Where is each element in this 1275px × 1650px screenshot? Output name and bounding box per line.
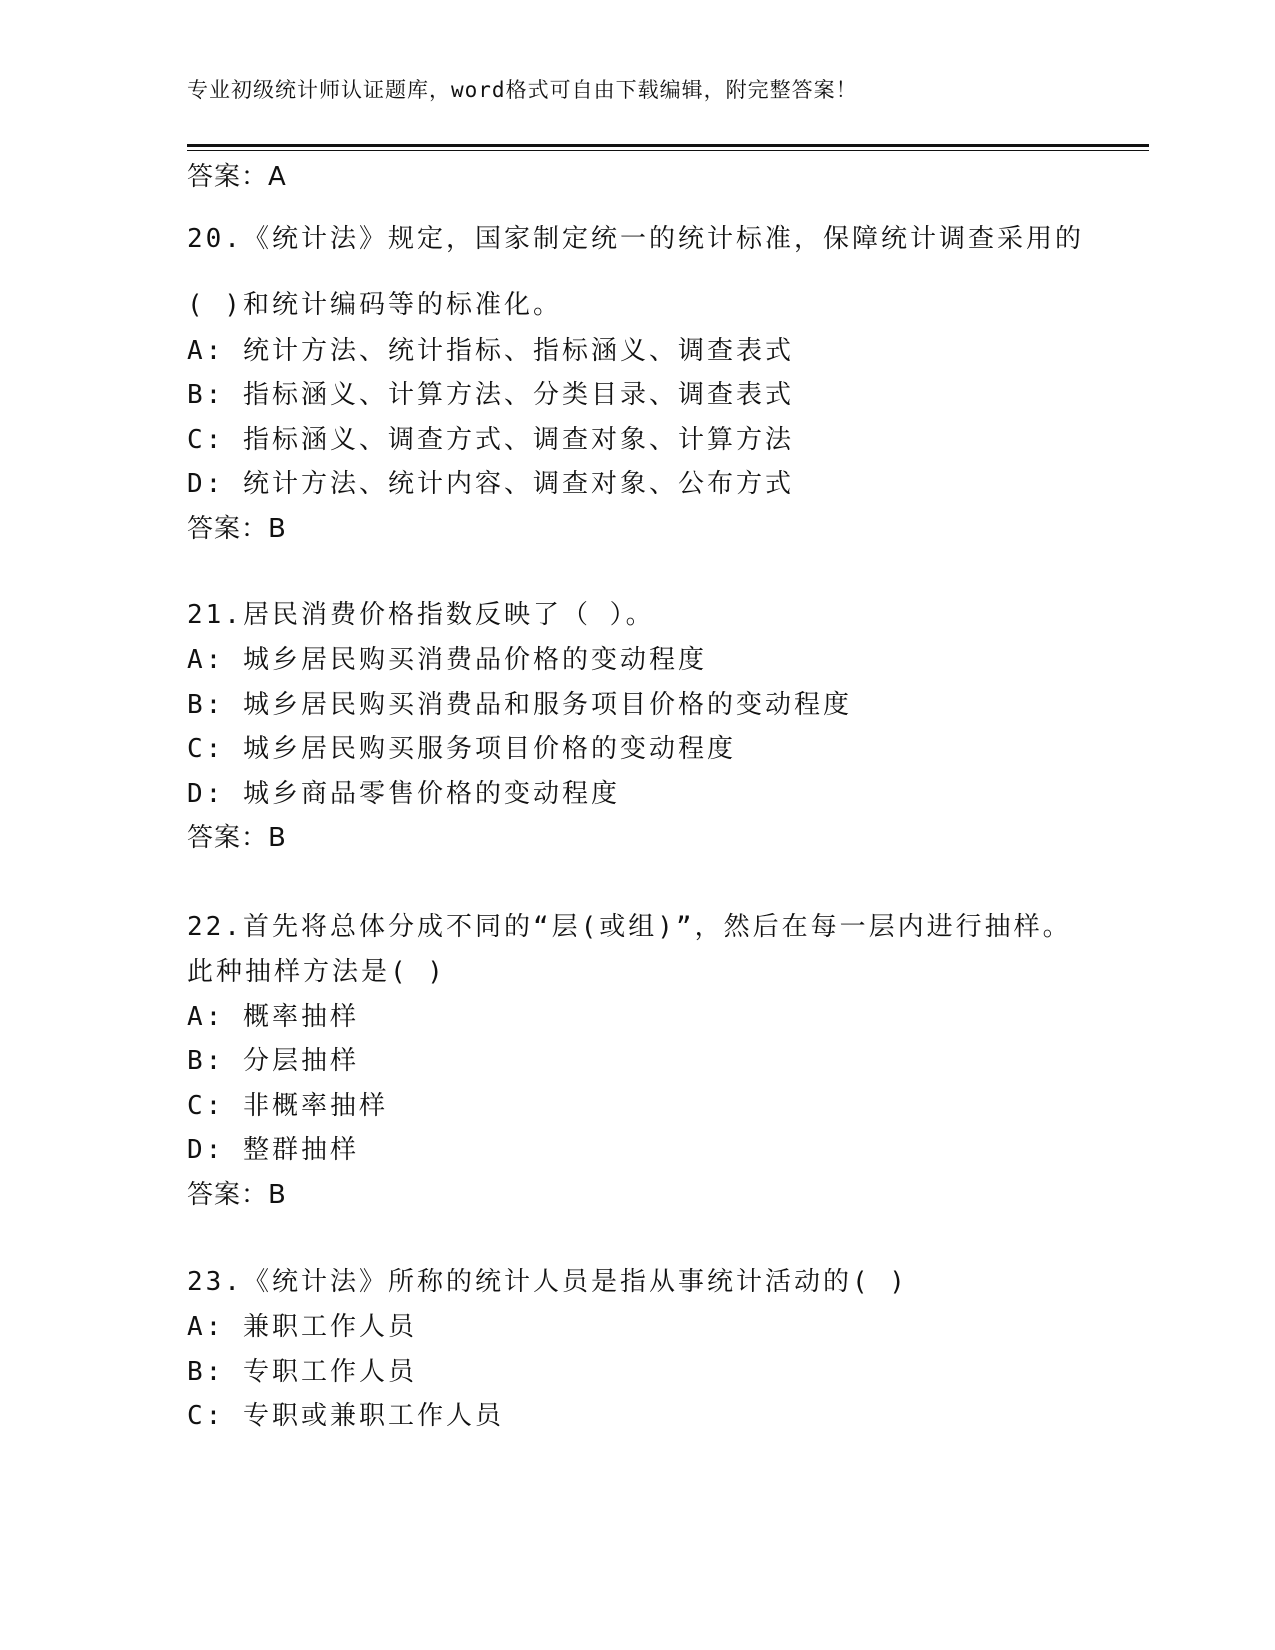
question-20-stem-line-2: ( )和统计编码等的标准化。 [187,290,562,320]
question-21-answer: 答案：B [187,823,287,853]
question-20-option-a: A: 统计方法、统计指标、指标涵义、调查表式 [187,336,794,366]
question-23-option-b: B: 专职工作人员 [187,1357,417,1387]
question-20-option-b: B: 指标涵义、计算方法、分类目录、调查表式 [187,380,794,410]
question-20-answer: 答案：B [187,514,287,544]
question-22-stem-line-2: 此种抽样方法是( ) [187,957,446,987]
question-22-option-d: D: 整群抽样 [187,1135,359,1165]
question-20-option-c: C: 指标涵义、调查方式、调查对象、计算方法 [187,425,794,455]
question-23-option-a: A: 兼职工作人员 [187,1312,417,1342]
header-rule-thin [187,150,1149,151]
question-21-stem-line-1: 21.居民消费价格指数反映了（ ）。 [187,600,655,630]
question-22-option-a: A: 概率抽样 [187,1002,359,1032]
question-21-option-c: C: 城乡居民购买服务项目价格的变动程度 [187,734,736,764]
answer-previous: 答案：A [187,162,287,192]
question-21-option-a: A: 城乡居民购买消费品价格的变动程度 [187,645,707,675]
question-21-option-b: B: 城乡居民购买消费品和服务项目价格的变动程度 [187,690,852,720]
question-23-stem-line-1: 23.《统计法》所称的统计人员是指从事统计活动的( ) [187,1267,908,1297]
question-20-stem-line-1: 20.《统计法》规定，国家制定统一的统计标准，保障统计调查采用的 [187,224,1084,254]
question-22-stem-line-1: 22.首先将总体分成不同的“层(或组)”，然后在每一层内进行抽样。 [187,912,1072,942]
question-20-option-d: D: 统计方法、统计内容、调查对象、公布方式 [187,469,794,499]
header-rule-thick [187,144,1149,147]
question-21-option-d: D: 城乡商品零售价格的变动程度 [187,779,620,809]
question-22-option-c: C: 非概率抽样 [187,1091,388,1121]
question-22-option-b: B: 分层抽样 [187,1046,359,1076]
question-22-answer: 答案：B [187,1180,287,1210]
page-header: 专业初级统计师认证题库，word格式可自由下载编辑，附完整答案！ [187,78,858,102]
question-23-option-c: C: 专职或兼职工作人员 [187,1401,504,1431]
